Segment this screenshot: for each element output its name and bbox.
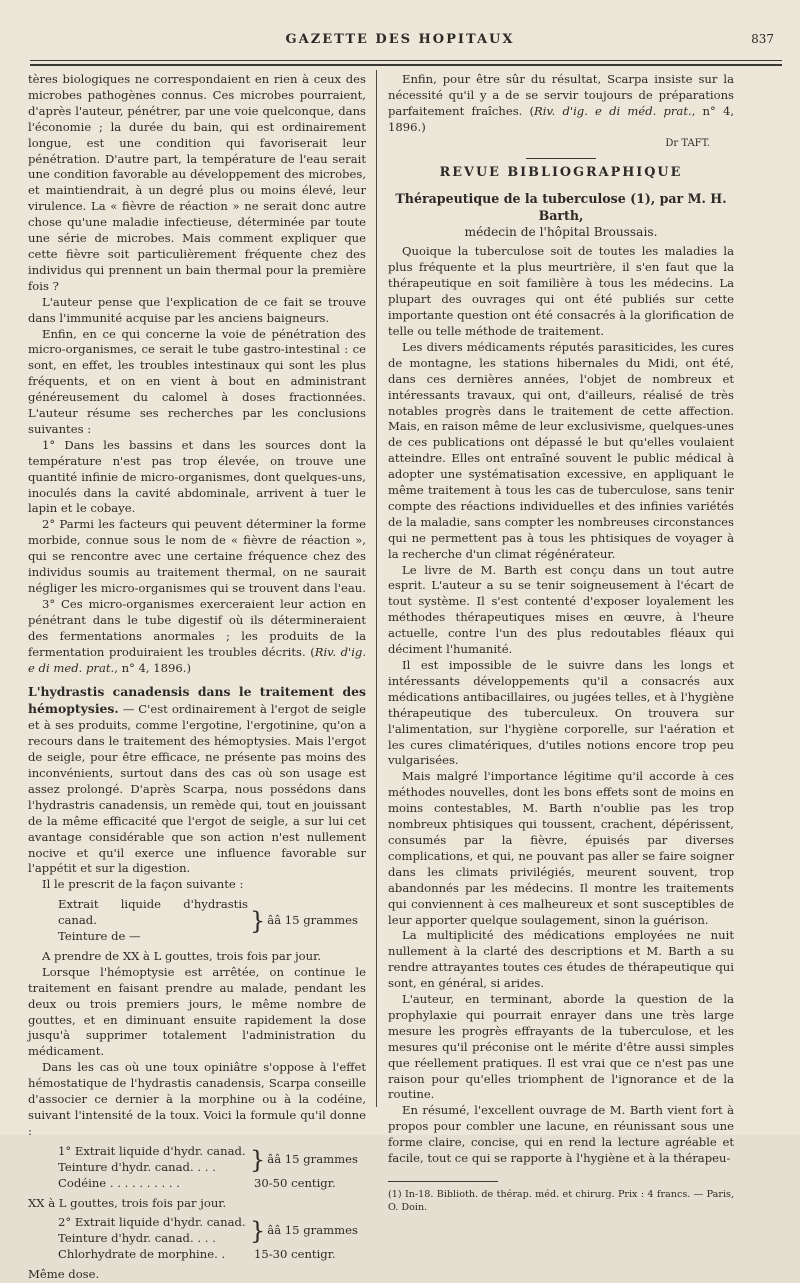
rx-ingredient: Teinture d'hydr. canad. . . .	[58, 1159, 216, 1174]
citation-end: , n° 4, 1896.)	[388, 103, 734, 134]
rx-ingredient: Chlorhydrate de morphine. .	[58, 1247, 226, 1262]
rx-dose: ââ 15 grammes	[267, 1151, 358, 1166]
paragraph: A prendre de XX à L gouttes, trois fois par jour.	[42, 948, 322, 963]
article-body: — C'est ordinairement à l'ergot de seigle et à ses produits, comme l'ergotine, l'ergotinine, qu'on a recours dans le traitement des hémoptysies. Mais l'ergot de seigle, pour être efficace, ne présente pas moins des inconvénients, surtout dans des cas où son usage est assez prolongé. D'après Scarpa, nous possédons dans l'hydrastris canadensis, un remède qui, tout en jouissant de la même efficacité que l'ergot de seigle, a sur lui cet avantage considérable que son action n'est nullement nocive et qu'il exerce une influence favorable sur l'appétit et sur la digestion.	[28, 702, 366, 876]
paragraph: Enfin, en ce qui concerne la voie de pénétration des micro-organismes, ce serait le tube gastro-intestinal : ce sont, en effet, les troubles intestinaux qui sont les plus fréquents, et on en vient à bout en administrant généreusement du calomel à doses fractionnées. L'auteur résume ses recherches par les conclusions suivantes :	[28, 326, 366, 436]
article-hydrastis	[28, 684, 366, 877]
column-divider	[376, 70, 377, 1107]
article-subtitle: médecin de l'hôpital Broussais.	[464, 225, 658, 240]
separator-rule	[526, 158, 596, 159]
brace: }	[250, 907, 266, 936]
rx-dose: ââ 15 grammes	[267, 913, 358, 928]
paragraph: L'auteur pense que l'explication de ce fait se trouve dans l'immunité acquise par les anciens baigneurs.	[28, 294, 366, 325]
conclusion-3	[28, 597, 366, 677]
paragraph: Il est impossible de le suivre dans les longs et intéressants développements qu'il a consacrés aux médications antibacillaires, ou jugées telles, et à l'hygiène thérapeutique des tuberculeux. On trouvera sur l'alimentation, sur l'hygiène corporelle, sur l'aération et les cures climatériques, d'utiles notions encore trop peu vulgarisées.	[388, 658, 734, 768]
left-column	[28, 72, 366, 1283]
conclusion-3-text: 3° Ces micro-organismes exerceraient leur action en pénétrant dans le tube digestif où ils détermineraient des fermentations anormales ; les produits de la fermentation produiraient les troubles décrits. (	[28, 596, 366, 659]
citation: Riv. d'ig. e di med. prat.	[28, 644, 367, 675]
rx-ingredient: Extrait liquide d'hydrastis canad.	[58, 897, 248, 928]
rx-ingredient: Teinture d'hydr. canad. . . .	[58, 1231, 216, 1246]
conclusion-2: 2° Parmi les facteurs qui peuvent déterminer la forme morbide, connue sous le nom de « fièvre de réaction », qui se rencontre avec une certaine fréquence chez des individus soumis au traitement thermal, on ne saurait négliger les micro-organismes qui se trouvent dans l'eau.	[28, 517, 366, 595]
paragraph	[388, 72, 734, 136]
paragraph: tères biologiques ne correspondaient en rien à ceux des microbes pathogènes connus. Ces microbes pourraient, d'après l'auteur, pénétrer, par une voie quelconque, dans l'économie ; la durée du bain, qui est ordinairement longue, est une condition qui favoriserait leur pénétration. D'autre part, la température de l'eau serait une condition favorable au développement des microbes, et maintiendrait, à un degré plus ou moins élevé, leur virulence. La « fièvre de réaction » ne serait donc autre chose qu'une maladie infectieuse, déterminée par toute une série de microbes. Mais comment expliquer que cette fièvre soit particulièrement fréquente chez des individus qui prennent un bain thermal pour la première fois ?	[28, 72, 366, 293]
citation-end: , n° 4, 1896.)	[114, 660, 192, 675]
rx-dose: 15-30 centigr.	[254, 1247, 336, 1262]
paragraph-text: Enfin, pour être sûr du résultat, Scarpa insiste sur la nécessité qu'il y a de se servir toujours de préparations parfaitement fraîches. (	[388, 72, 734, 118]
paragraph: Les divers médicaments réputés parasiticides, les cures de montagne, les stations hibernales du Midi, ont été, dans ces dernières années, l'objet de nombreux et intéressants travaux, qui ont, d'ailleurs, réalisé de très notables progrès dans le traitement de cette affection. Mais, en raison même de leur exclusivisme, quelques-unes de ces publications ont dépassé le but qu'elles voulaient atteindre. Elles ont entraîné souvent le public médical à adopter une systématisation excessive, en appliquant le même traitement à tous les cas de tuberculose, sans tenir compte des réactions individuelles et des infinies variétés de la maladie, sans compter les nombreuses circonstances qui ne permettent pas à tous les phtisiques de voyager à la recherche d'un climat régénérateur.	[388, 339, 734, 561]
paragraph: Le livre de M. Barth est conçu dans un tout autre esprit. L'auteur a su se tenir soigneusement à l'écart de tout système. Il s'est contenté d'exposer loyalement les méthodes thérapeutiques mises en œuvre, à l'heure actuelle, contre l'un des plus redoutables fléaux qui déciment l'humanité.	[388, 562, 734, 657]
paragraph: Lorsque l'hémoptysie est arrêtée, on continue le traitement en faisant prendre au malade, pendant les deux ou trois premiers jours, le même nombre de gouttes, et en diminuant ensuite rapidement la dose jusqu'à supprimer totalement l'administration du médicament.	[28, 964, 366, 1059]
right-column	[388, 72, 734, 1214]
rx-dose: ââ 15 grammes	[267, 1223, 358, 1238]
paragraph: Quoique la tuberculose soit de toutes les maladies la plus fréquente et la plus meurtrière, il s'en faut que la thérapeutique en soit familière à tous les médecins. La plupart des ouvrages qui ont été publiés sur cette importante question ont été consacrés à la glorification de telle ou telle méthode de traitement.	[388, 244, 734, 338]
article-title: Thérapeutique de la tuberculose (1), par M. H. Barth,	[395, 191, 727, 224]
page-number: 837	[751, 32, 774, 46]
citation: Riv. d'ig. e di méd. prat.	[534, 103, 692, 118]
rx-ingredient: 1° Extrait liquide d'hydr. canad.	[58, 1143, 246, 1158]
article-heading: L'hydrastis canadensis dans le traitement des hémoptysies.	[28, 684, 366, 717]
rx-ingredient: Codéine . . . . . . . . . .	[58, 1175, 180, 1190]
section-title: REVUE BIBLIOGRAPHIQUE	[439, 164, 683, 180]
rx-ingredient: 2° Extrait liquide d'hydr. canad.	[58, 1215, 246, 1230]
paragraph: Mais malgré l'importance légitime qu'il accorde à ces méthodes nouvelles, dont les bons effets sont de moins en moins contestables, M. Barth n'oublie pas les trop nombreux phtisiques qui toussent, crachent, dépérissent, consumés par la fièvre, épuisés par diverses complications, et qui, ne pouvant pas aller se faire soigner dans les climats privilégiés, meurent souvent, trop abandonnés par les médecins. Il montre les traitements qui conviennent à ces malheureux et sont susceptibles de leur apporter quelque soulagement, sinon la guérison.	[388, 769, 734, 927]
prescription-3	[28, 1215, 366, 1263]
header-rule-thick	[30, 64, 782, 66]
rx-dose: 30-50 centigr.	[254, 1175, 336, 1190]
header-rule	[30, 60, 782, 61]
prescription-1	[28, 897, 366, 945]
footnote-rule	[388, 1181, 498, 1182]
brace: }	[250, 1145, 266, 1174]
running-header	[0, 32, 800, 52]
conclusion-1: 1° Dans les bassins et dans les sources dont la température n'est pas trop élevée, on trouve une quantité infinie de micro-organismes, dont quelques-uns, inoculés dans la cavité abdominale, arrivent à tuer le lapin et le cobaye.	[28, 437, 366, 516]
prescription-2	[28, 1144, 366, 1192]
paragraph: L'auteur, en terminant, aborde la question de la prophylaxie qui pourrait enrayer dans une très large mesure les progrès effrayants de la tuberculose, et les mesures qu'il préconise ont le mérite d'être aussi simples que réellement pratiques. Il est vrai que ce n'est pas une raison pour qu'elles triomphent de l'ignorance et de la routine.	[388, 992, 734, 1102]
paragraph: La multiplicité des médications employées ne nuit nullement à la clarté des descriptions et M. Barth a su rendre attrayantes toutes ces études de thérapeutique qui sont, en général, si arides.	[388, 928, 734, 991]
journal-title: GAZETTE DES HOPITAUX	[285, 32, 515, 47]
paragraph: Même dose.	[28, 1267, 100, 1282]
paragraph: XX à L gouttes, trois fois par jour.	[28, 1195, 227, 1210]
footnote: (1) In-18. Biblioth. de thérap. méd. et chirurg. Prix : 4 francs. — Paris, O. Doin.	[388, 1189, 734, 1213]
paragraph: Dans les cas où une toux opiniâtre s'oppose à l'effet hémostatique de l'hydrastis canadensis, Scarpa conseille d'associer ce dernier à la morphine ou à la codéine, suivant l'intensité de la toux. Voici la formule qu'il donne :	[28, 1060, 366, 1138]
author-signature: Dr TAFT.	[665, 137, 710, 149]
paragraph: En résumé, l'excellent ouvrage de M. Barth vient fort à propos pour combler une lacune, en réunissant sous une forme claire, concise, qui en rend la lecture agréable et facile, tout ce qui se rapporte à l'hygiène et à la thérapeu-	[388, 1103, 734, 1166]
brace: }	[250, 1217, 266, 1246]
rx-ingredient: Teinture de —	[58, 929, 141, 944]
paragraph: Il le prescrit de la façon suivante :	[42, 877, 244, 892]
